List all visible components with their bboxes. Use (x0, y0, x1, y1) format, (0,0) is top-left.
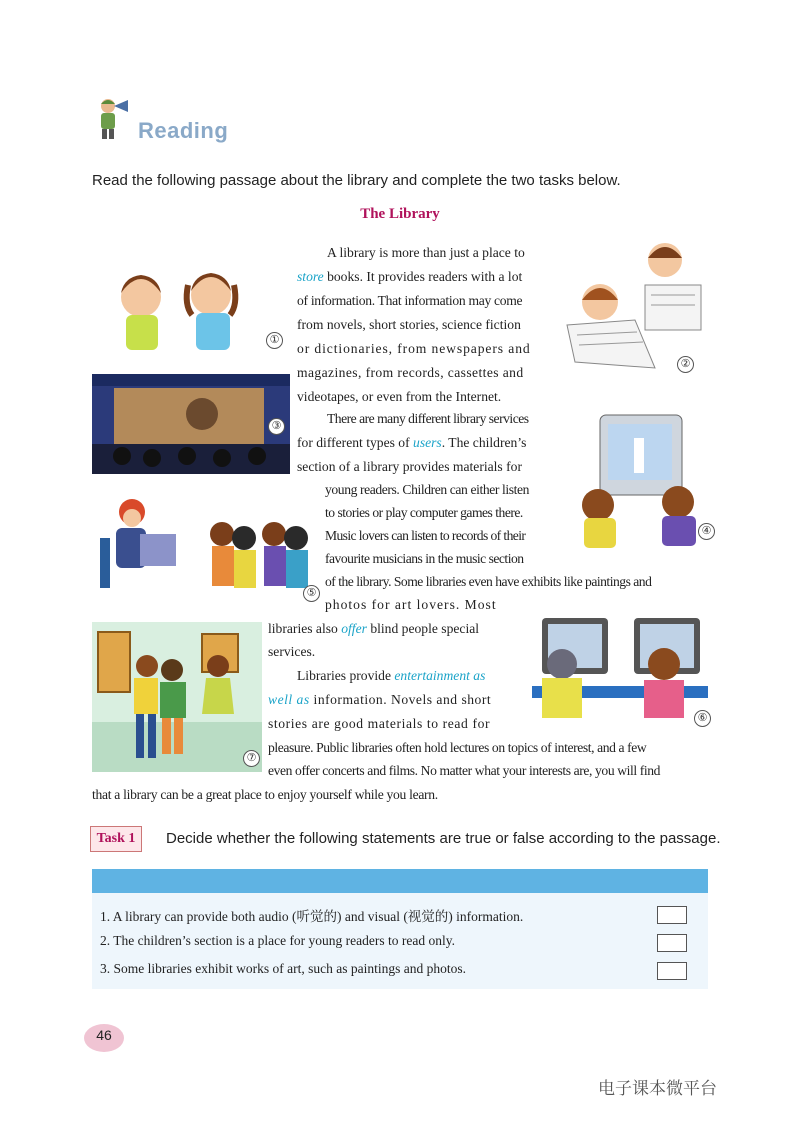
passage-line: Libraries provide entertainment as (297, 668, 486, 683)
picture-number-5: ⑤ (303, 585, 320, 602)
passage-line: services. (268, 644, 316, 659)
picture-computers (532, 612, 708, 720)
passage-line: young readers. Children can either listen (325, 482, 530, 497)
picture-lecture (92, 494, 314, 598)
task-instruction: Decide whether the following statements are true or false according to the passage. (166, 830, 721, 847)
passage-line: libraries also offer blind people special (268, 621, 480, 636)
statement-2: 2. The children’s section is a place for young readers to read only. (100, 933, 456, 948)
picture-cinema (92, 374, 290, 474)
task-label: Task 1 (90, 826, 142, 852)
passage-line: stories are good materials to read for (268, 716, 491, 731)
picture-number-7: ⑦ (243, 750, 260, 767)
passage-line: to stories or play computer games there. (325, 505, 523, 520)
passage-line: from novels, short stories, science fiction (297, 317, 521, 332)
passage-line: of information. That information may come (297, 293, 523, 308)
watermark-text: 电子课本微平台 (598, 1079, 717, 1099)
passage-line: or dictionaries, from newspapers and (297, 341, 531, 356)
keyword-offer: offer (341, 621, 367, 636)
passage-line: store books. It provides readers with a lot (297, 269, 523, 284)
passage-line: pleasure. Public libraries often hold lectures on topics of interest, and a few (268, 740, 647, 755)
passage-title: The Library (360, 206, 440, 222)
instruction-text: Read the following passage about the library and complete the two tasks below. (92, 172, 621, 189)
passage-line: videotapes, or even from the Internet. (297, 389, 502, 404)
page-number: 46 (84, 1024, 124, 1052)
statement-3: 3. Some libraries exhibit works of art, such as paintings and photos. (100, 961, 466, 976)
picture-number-4: ④ (698, 523, 715, 540)
passage-line: magazines, from records, cassettes and (297, 365, 524, 380)
keyword-well-as: well as (268, 692, 310, 707)
answer-box-2[interactable] (657, 934, 687, 952)
task-header-bar (92, 869, 708, 893)
picture-number-6: ⑥ (694, 710, 711, 727)
passage-line: for different types of users. The children’s (297, 435, 527, 450)
passage-line: Music lovers can listen to records of their (325, 528, 526, 543)
keyword-entertainment: entertainment as (394, 668, 486, 683)
picture-art-gallery (92, 622, 262, 772)
answer-box-1[interactable] (657, 906, 687, 924)
passage-line: of the library. Some libraries even have exhibits like paintings and (325, 574, 652, 589)
keyword-users: users (413, 435, 442, 450)
passage-line: that a library can be a great place to enjoy yourself while you learn. (92, 787, 438, 802)
section-heading: Reading (138, 118, 229, 143)
passage-line: photos for art lovers. Most (325, 597, 497, 612)
keyword-store: store (297, 269, 324, 284)
passage-line: There are many different library services (327, 411, 529, 426)
picture-kids-newspapers (565, 240, 705, 370)
picture-girls-listening (96, 255, 276, 355)
passage-line: even offer concerts and films. No matter what your interests are, you will find (268, 763, 661, 778)
picture-kids-watching-tv (570, 410, 710, 560)
passage-line: well as information. Novels and short (268, 692, 492, 707)
picture-number-3: ③ (268, 418, 285, 435)
picture-number-2: ② (677, 356, 694, 373)
passage-line: section of a library provides materials for (297, 459, 522, 474)
statement-1: 1. A library can provide both audio (听觉的) and visual (视觉的) information. (100, 909, 524, 924)
picture-number-1: ① (266, 332, 283, 349)
answer-box-3[interactable] (657, 962, 687, 980)
passage-line: A library is more than just a place to (327, 245, 525, 260)
passage-line: favourite musicians in the music section (325, 551, 524, 566)
reader-mascot-icon (92, 96, 132, 142)
